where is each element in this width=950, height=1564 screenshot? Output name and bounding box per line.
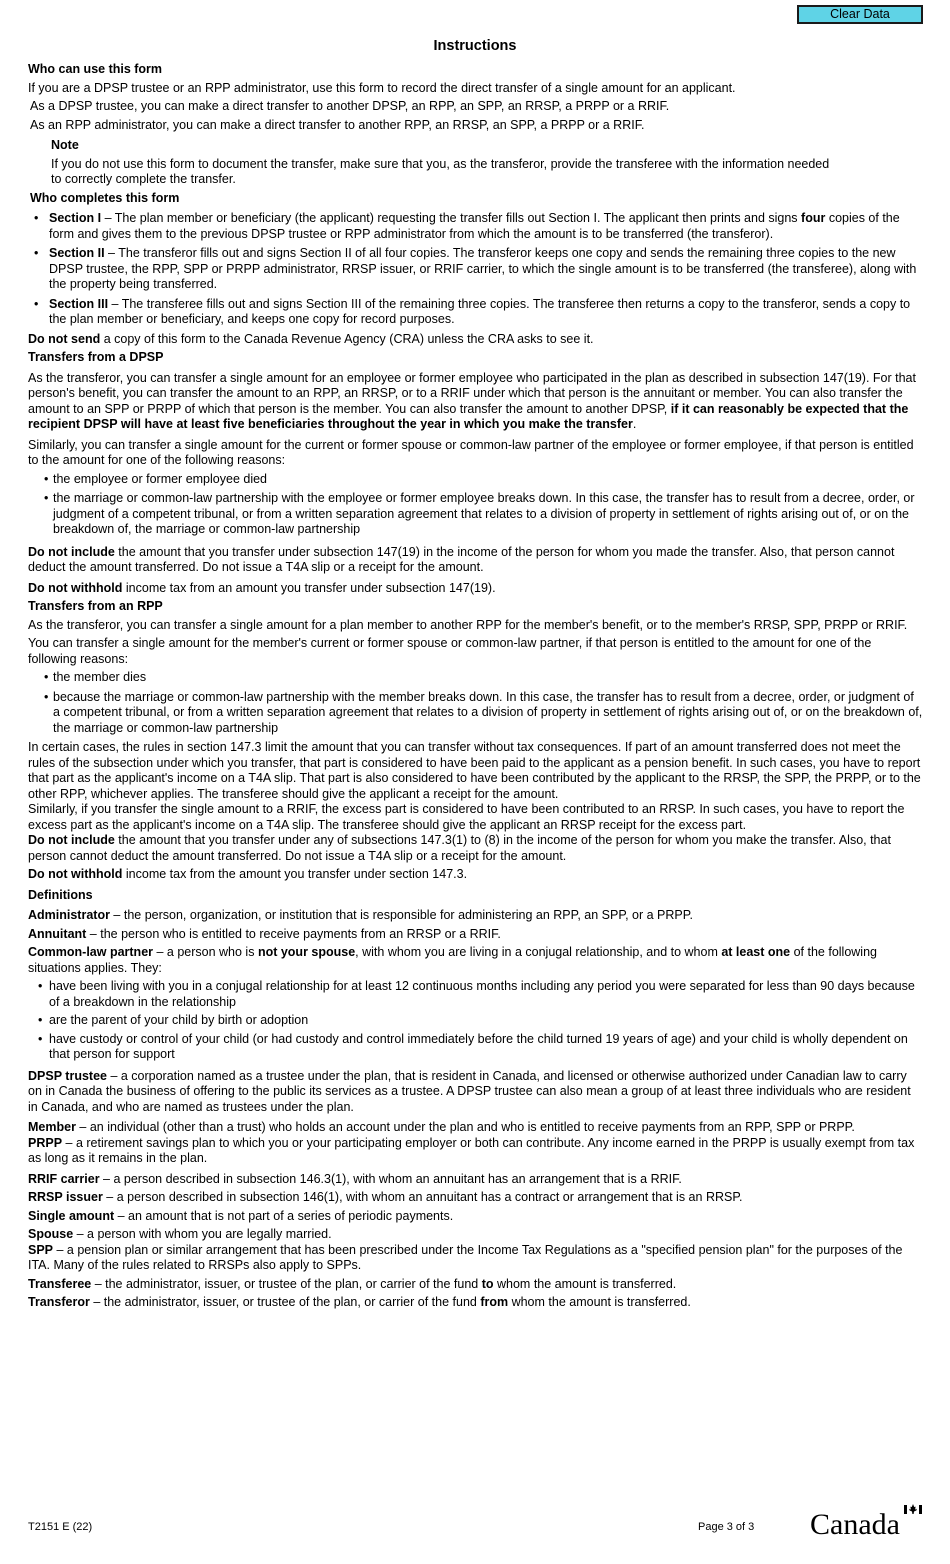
form-code: T2151 E (22) — [28, 1521, 93, 1533]
term-administrator: Administrator — [28, 908, 110, 922]
dpsp-dnw-text: income tax from an amount you transfer under subsection 147(19). — [122, 580, 496, 595]
definition-text: whom the amount is transferred. — [508, 1295, 691, 1309]
rpp-dni-bold: Do not include — [28, 833, 115, 847]
rpp-p3: In certain cases, the rules in section 147.3 limit the amount that you can transfer without tax consequences. If part of an amount transferred does not meet the rules of the subsection under which you transfer, that part is considered to have been paid to the applicant as a pension benefit. In such cases, you have to report that part as the applicant's income on a T4A slip. That part is also considered to have been contributed by the applicant to the RRSP, the SPP, the PRPP, or to the other RPP, whichever applies. The transferee should give the applicant a receipt for the amount. — [28, 740, 921, 801]
term-spp: SPP — [28, 1242, 54, 1257]
definition-spp — [28, 1243, 923, 1274]
definition-rrsp-issuer — [28, 1190, 923, 1206]
dpsp-reasons-list — [28, 472, 923, 538]
definition-text: whom the amount is transferred. — [493, 1276, 677, 1291]
definition-text: – a retirement savings plan to which you or your participating employer or both can contribute. Any income earned in the PRPP is usually exempt from tax as long as it remains in the plan. — [28, 1135, 915, 1165]
who-can-use-p3: As an RPP administrator, you can make a direct transfer to another RPP, an RRSP, an SPP, a PRPP or a RRIF. — [30, 117, 645, 132]
term-dpsp-trustee: DPSP trustee — [28, 1068, 107, 1083]
do-not-send-text: a copy of this form to the Canada Revenue Agency (CRA) unless the CRA asks to see it. — [100, 331, 594, 346]
definition-annuitant — [28, 927, 923, 943]
list-item: • are the parent of your child by birth or adoption — [28, 1013, 923, 1029]
list-item: • because the marriage or common-law partnership with the member breaks down. In this case, the transfer has to result from a decree, order, or judgment of a competent tribunal, or from a written separation agreement that relates to a division of property in settlement of rights arising out of, or on the breakdown of, the marriage or common-law partnership — [28, 690, 923, 737]
who-can-use-p2: As a DPSP trustee, you can make a direct transfer to another DPSP, an RPP, an SPP, an RRSP, a PRPP or a RRIF. — [30, 99, 670, 113]
sections-list — [28, 211, 923, 328]
list-item — [28, 211, 923, 242]
clear-data-button[interactable]: Clear Data — [797, 5, 923, 24]
term-member: Member — [28, 1120, 76, 1134]
definition-text: – the person who is entitled to receive payments from an RRSP or a RRIF. — [86, 926, 501, 941]
list-item: • have been living with you in a conjugal relationship for at least 12 continuous months including any period you were separated for less than 90 days because of a breakdown in the relationship — [28, 979, 923, 1010]
definition-text: – a person described in subsection 146(1), with whom an annuitant has a contract or arrangement that is an RRSP. — [102, 1190, 743, 1204]
definition-single-amount — [28, 1209, 923, 1225]
rpp-dnw-bold: Do not withhold — [28, 867, 123, 881]
definition-text: , with whom you are living in a conjugal relationship, and to whom — [355, 945, 722, 959]
rpp-do-not-include — [28, 833, 923, 864]
definition-administrator — [28, 908, 923, 924]
definitions-heading: Definitions — [28, 887, 93, 902]
dpsp-do-not-include — [28, 545, 923, 576]
section-i-text-b: copies of the form and gives them to the previous DPSP trustee or RPP administrator from which the amount is to be transferred (the transferor). — [49, 211, 900, 241]
section-ii-label: Section II — [49, 246, 105, 260]
rpp-dni-text: the amount that you transfer under any of subsections 147.3(1) to (8) in the income of the person for whom you make the transfer. Also, that person cannot deduct the amount transferred. Do not issue a T4A slip or a receipt for the amount. — [28, 833, 891, 863]
page-title: Instructions — [433, 38, 517, 54]
dpsp-dni-text: the amount that you transfer under subsection 147(19) in the income of the person for whom you made the transfer. Also, that person cannot deduct the amount transferred. Do not issue a T4A slip or a receipt for the amount. — [28, 544, 895, 574]
definition-dpsp-trustee — [28, 1069, 923, 1116]
dpsp-dnw-bold: Do not withhold — [28, 580, 123, 595]
dpsp-p1-bold: if it can reasonably be expected that the recipient DPSP will have at least five beneficiaries throughout the year in which you make the transfer — [28, 401, 909, 431]
term-single-amount: Single amount — [28, 1208, 115, 1223]
list-item — [28, 246, 923, 293]
who-can-use-p1: If you are a DPSP trustee or an RPP administrator, use this form to record the direct transfer of a single amount for an applicant. — [28, 80, 736, 95]
definition-member — [28, 1120, 923, 1136]
list-item: • the employee or former employee died — [28, 472, 923, 488]
canada-wordmark-logo — [810, 1503, 925, 1537]
definition-text: – a pension plan or similar arrangement that has been prescribed under the Income Tax Regulations as a "specified pension plan" for the purposes of the ITA. Many of the rules related to RRSPs also apply to SPPs. — [28, 1242, 903, 1272]
rpp-p4: Similarly, if you transfer the single amount to a RRIF, the excess part is considered to have been contributed to an RRSP. In such cases, you have to report the excess part as the applicant's income on a T4A slip. The transferee should give the applicant an RRSP receipt for the excess part. — [28, 802, 905, 832]
note-line-2: to correctly complete the transfer. — [51, 172, 236, 186]
list-item — [28, 297, 923, 328]
common-law-conditions-list — [28, 979, 923, 1063]
term-spouse: Spouse — [28, 1227, 74, 1241]
do-not-send-paragraph — [28, 332, 923, 348]
rpp-heading: Transfers from an RPP — [28, 599, 163, 613]
term-annuitant: Annuitant — [28, 926, 87, 941]
section-i-bold: four — [801, 211, 826, 225]
page-number: Page 3 of 3 — [698, 1521, 755, 1533]
section-iii-text: – The transferee fills out and signs Section III of the remaining three copies. The transferee then returns a copy to the transferor, sends a copy to the plan member or beneficiary, and keeps one copy for record purposes. — [49, 296, 911, 326]
dpsp-p1 — [28, 371, 923, 433]
definition-rrif-carrier — [28, 1172, 923, 1188]
definition-text: – a person who is — [153, 945, 258, 959]
rpp-reasons-list — [28, 670, 923, 736]
definition-text: – an individual (other than a trust) who holds an account under the plan and who is entitled to receive payments from an RPP, SPP or PRPP. — [75, 1120, 855, 1134]
term-common-law-partner: Common-law partner — [28, 945, 154, 959]
definition-transferee — [28, 1277, 923, 1293]
term-transferee: Transferee — [28, 1276, 92, 1291]
flag-icon — [904, 1504, 922, 1514]
term-transferor: Transferor — [28, 1295, 90, 1309]
definition-text: – the administrator, issuer, or trustee of the plan, or carrier of the fund — [89, 1295, 481, 1309]
rpp-p1: As the transferor, you can transfer a single amount for a plan member to another RPP for the member's benefit, or to the member's RRSP, SPP, PRPP or RRIF. — [28, 617, 908, 632]
who-completes-heading: Who completes this form — [30, 190, 180, 205]
definition-bold: at least one — [721, 945, 791, 959]
note-heading: Note — [51, 138, 79, 152]
list-item: • the member dies — [28, 670, 923, 686]
note-block — [51, 138, 923, 188]
definition-spouse — [28, 1227, 923, 1243]
definition-text: – the person, organization, or institution that is responsible for administering an RPP, an SPP, or a PRPP. — [109, 908, 693, 922]
section-ii-text: – The transferor fills out and signs Section II of all four copies. The transferor keeps one copy and sends the remaining three copies to the new DPSP trustee, the RPP, SPP or PRPP administrator, RRSP issuer, or RRIF carrier, to which the single amount is to be transferred (the transferee), along with the property being transferred. — [49, 246, 917, 291]
term-rrif-carrier: RRIF carrier — [28, 1171, 100, 1186]
dpsp-heading: Transfers from a DPSP — [28, 350, 164, 364]
definition-bold: to — [481, 1276, 494, 1291]
instructions-body — [28, 62, 923, 1311]
term-prpp: PRPP — [28, 1135, 63, 1150]
dpsp-p1-text: As the transferor, you can transfer a single amount for an employee or former employee who participated in the plan as described in subsection 147(19). For that person's benefit, you can transfer the amount to an RPP, an RRSP, or to a RRIF under which that person is the annuitant or member. You can also transfer the amount to an SPP or PRPP of which that person is the member. You can also transfer the amount to another DPSP, — [28, 370, 916, 416]
section-i-label: Section I — [49, 211, 102, 225]
definition-text: – an amount that is not part of a series of periodic payments. — [114, 1208, 454, 1223]
definition-text: – the administrator, issuer, or trustee of the plan, or carrier of the fund — [91, 1276, 482, 1291]
definition-text: – a corporation named as a trustee under the plan, that is resident in Canada, and licensed or otherwise authorized under Canadian law to carry on in Canada the business of offering to the public its services as a trustee. A DPSP trustee can also mean a group of at least three individuals who are resident in Canada, and who are named as trustees under the plan. — [28, 1068, 911, 1114]
definition-text: – a person with whom you are legally married. — [73, 1227, 332, 1241]
definition-text: of the following situations applies. They: — [28, 945, 877, 975]
dpsp-p2: Similarly, you can transfer a single amount for the current or former spouse or common-law partner of the employee or former employee, if that person is entitled to the amount for one of the following reasons: — [28, 437, 914, 467]
rpp-p2: You can transfer a single amount for the member's current or former spouse or common-law partner, if that person is entitled to the amount for one of the following reasons: — [28, 636, 872, 666]
section-iii-label: Section III — [49, 296, 109, 311]
definition-text: – a person described in subsection 146.3(1), with whom an annuitant has an arrangement that is a RRIF. — [99, 1171, 682, 1186]
definition-common-law-partner — [28, 945, 923, 976]
definition-transferor — [28, 1295, 923, 1311]
definition-prpp — [28, 1136, 923, 1167]
dpsp-p1-end: . — [632, 417, 637, 431]
dpsp-dni-bold: Do not include — [28, 544, 115, 559]
who-can-use-heading: Who can use this form — [28, 62, 163, 76]
list-item: • the marriage or common-law partnership with the employee or former employee breaks down. In this case, the transfer has to result from a decree, order, or judgment of a competent tribunal, or from a written separation agreement that relates to a division of property in settlement of rights arising out of, or on the breakdown of, the marriage or common-law partnership — [28, 491, 923, 538]
rpp-dnw-text: income tax from the amount you transfer under section 147.3. — [122, 867, 468, 881]
list-item: • have custody or control of your child (or had custody and control immediately before the child turned 19 years of age) and your child is wholly dependent on that person for support — [28, 1032, 923, 1063]
note-line-1: If you do not use this form to document the transfer, make sure that you, as the transferor, provide the transferee with the information needed — [51, 156, 830, 171]
definition-bold: not your spouse — [257, 945, 356, 959]
definition-bold: from — [480, 1295, 509, 1309]
dpsp-do-not-withhold — [28, 581, 923, 597]
section-i-text-a: – The plan member or beneficiary (the applicant) requesting the transfer fills out Section I. The applicant then prints and signs — [101, 211, 802, 225]
rpp-do-not-withhold — [28, 867, 923, 883]
do-not-send-bold: Do not send — [28, 331, 101, 346]
term-rrsp-issuer: RRSP issuer — [28, 1190, 103, 1204]
canada-wordmark-text: Canada — [810, 1508, 900, 1537]
